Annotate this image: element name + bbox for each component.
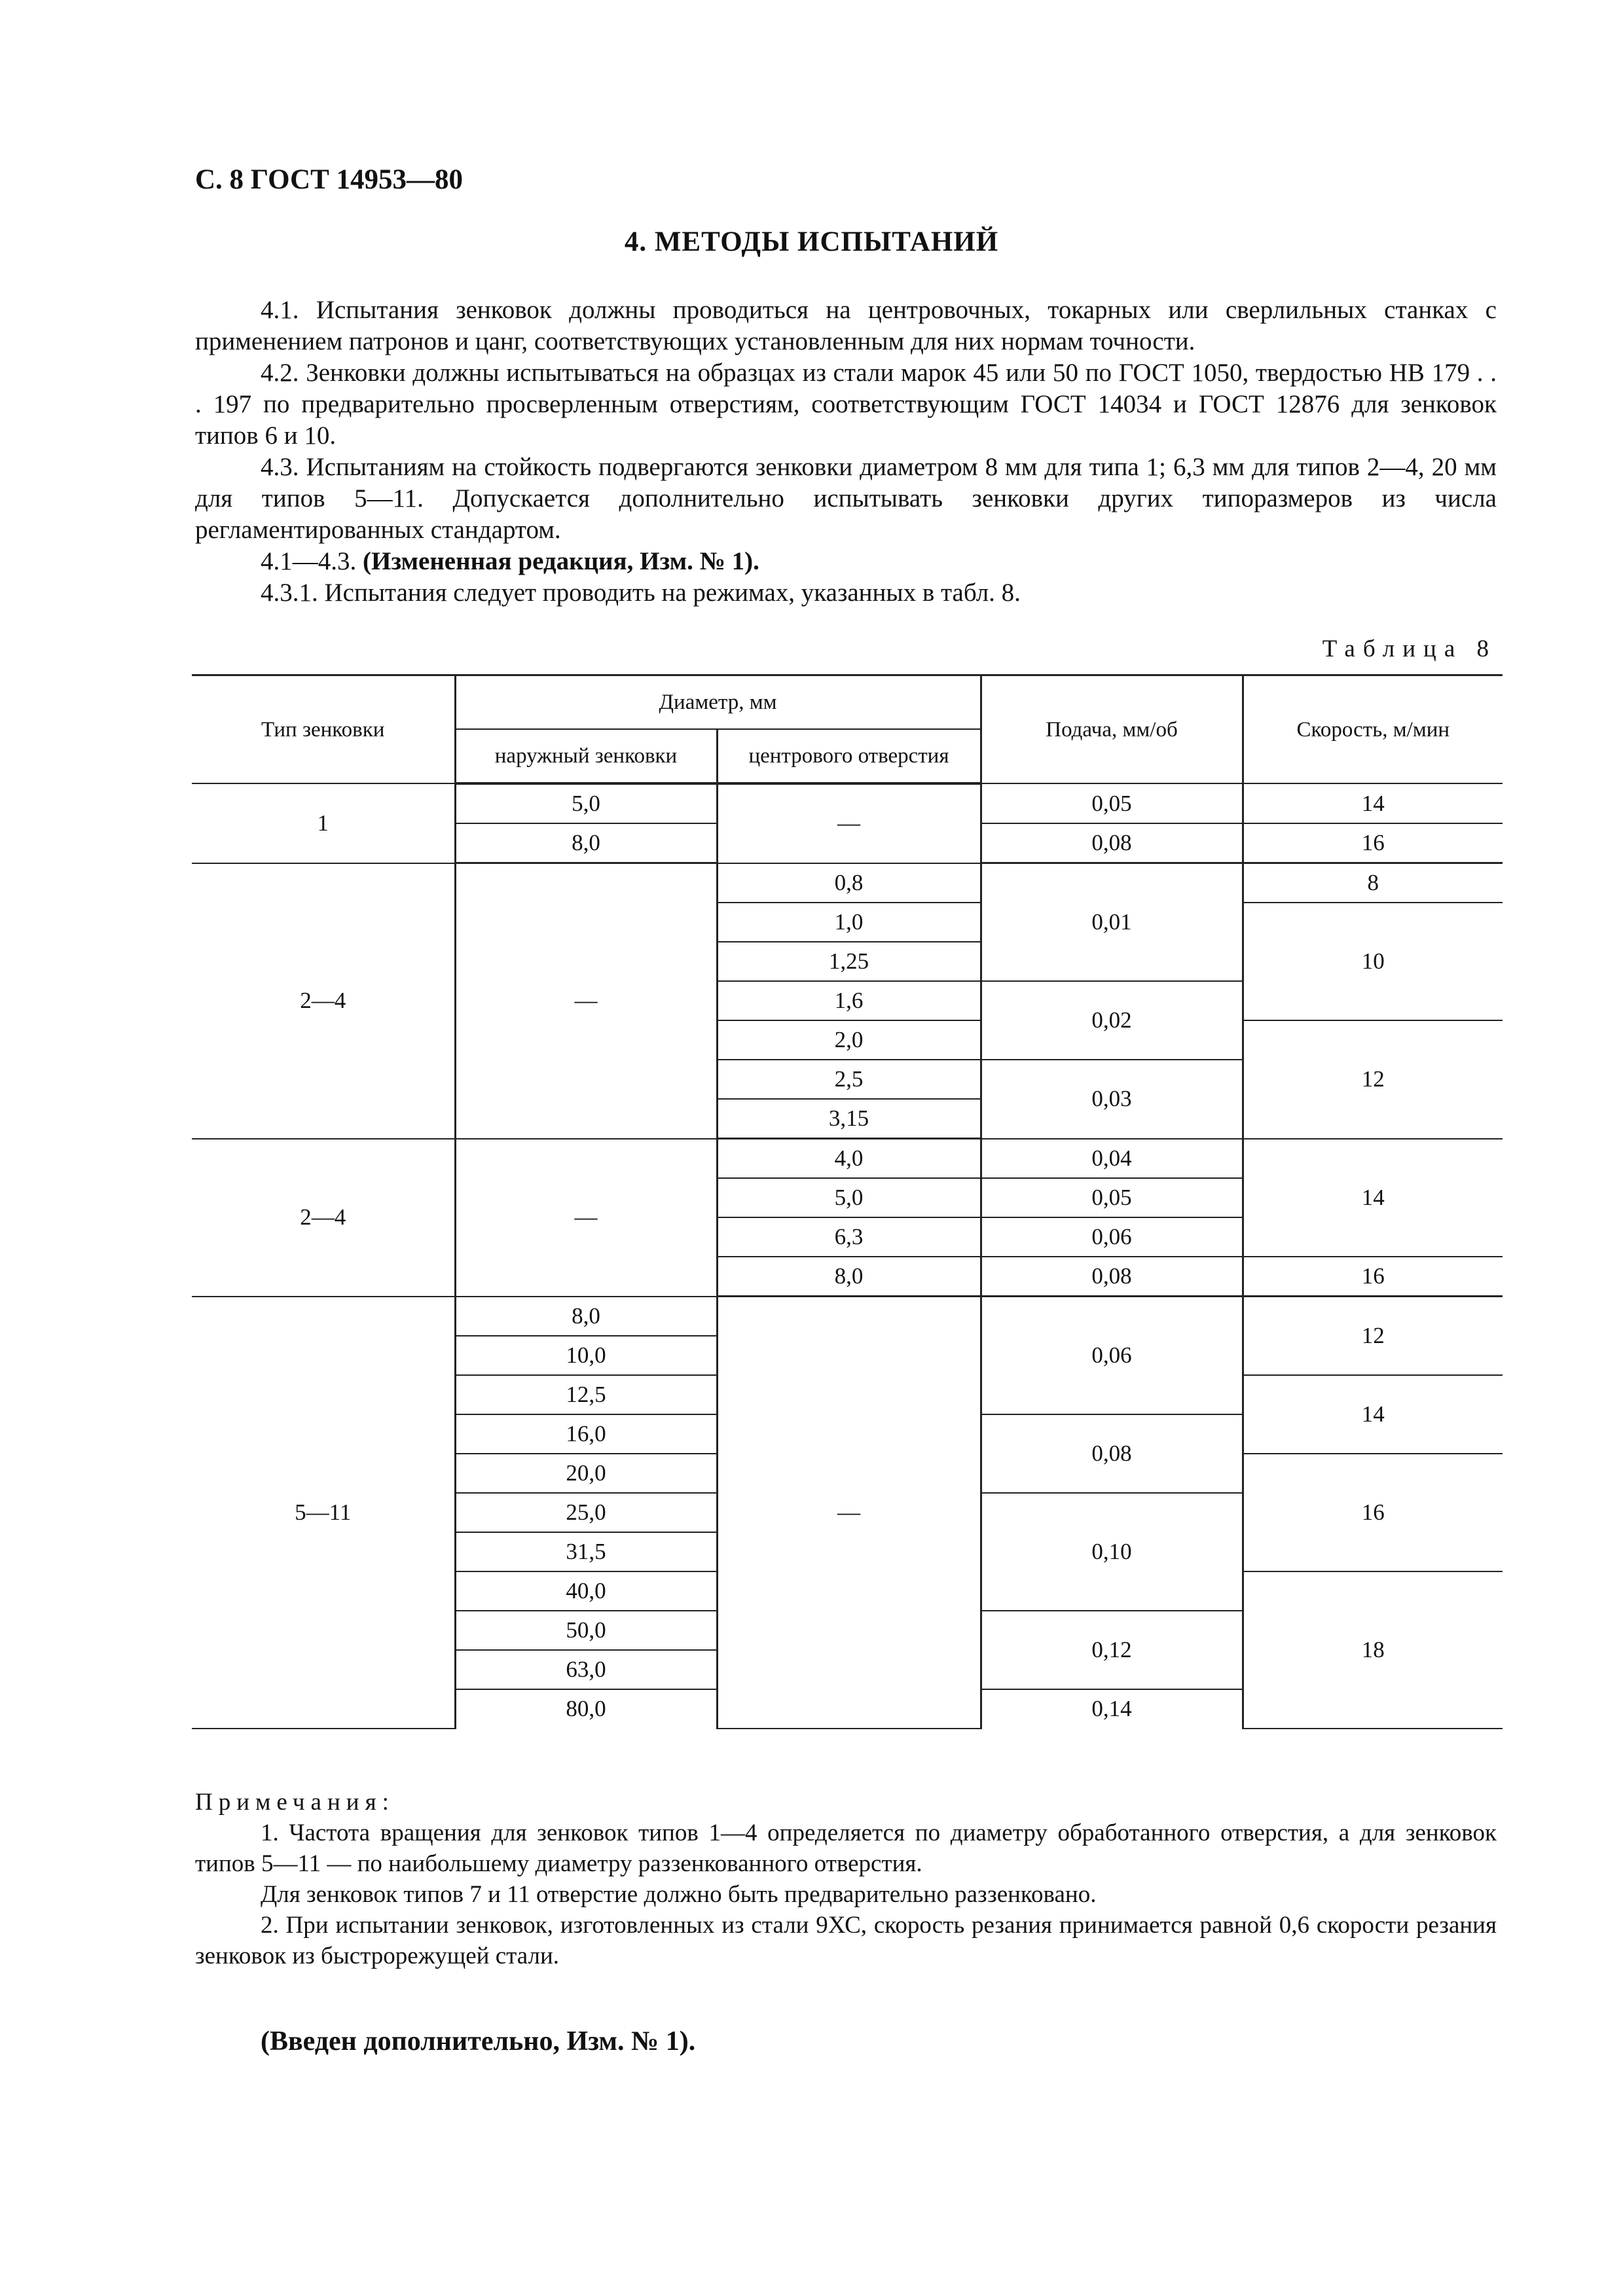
header-outer: наружный зенковки: [455, 729, 717, 783]
test-modes-table: [192, 674, 1503, 1729]
page-header: С. 8 ГОСТ 14953—80: [195, 164, 464, 195]
center-diameter-cell: 2,0: [717, 1020, 981, 1060]
feed-cell: 0,10: [981, 1493, 1243, 1611]
feed-cell: 0,02: [981, 981, 1243, 1060]
center-diameter-cell: 4,0: [717, 1139, 981, 1179]
feed-cell: 0,06: [981, 1217, 1243, 1257]
outer-diameter-cell: 80,0: [455, 1689, 717, 1729]
feed-cell: 0,12: [981, 1611, 1243, 1689]
speed-cell: 12: [1243, 1297, 1503, 1375]
speed-cell: 8: [1243, 863, 1503, 903]
amendment-ref: 4.1—4.3.: [261, 547, 357, 575]
type-cell: 1: [192, 783, 455, 863]
center-diameter-cell: 3,15: [717, 1099, 981, 1139]
type-cell: 5—11: [192, 1297, 455, 1729]
note-2: 2. При испытании зенковок, изготовленных из стали 9ХС, скорость резания принимается равной 0,6 скорости резания зенковок из быстрорежущей стали.: [195, 1912, 1497, 1969]
speed-cell: 16: [1243, 823, 1503, 863]
note-1-continued: Для зенковок типов 7 и 11 отверстие должно быть предварительно раззенковано.: [261, 1881, 1097, 1908]
outer-diameter-cell: 8,0: [455, 823, 717, 863]
speed-cell: 16: [1243, 1454, 1503, 1571]
notes-heading: Примечания:: [195, 1789, 395, 1816]
amendment-footer: (Введен дополнительно, Изм. № 1).: [261, 2026, 696, 2056]
center-diameter-cell: 1,25: [717, 942, 981, 981]
feed-cell: 0,08: [981, 1414, 1243, 1493]
feed-cell: 0,05: [981, 1178, 1243, 1217]
outer-diameter-cell: 50,0: [455, 1611, 717, 1650]
center-diameter-cell: —: [717, 783, 981, 863]
speed-cell: 14: [1243, 783, 1503, 823]
outer-diameter-cell: 31,5: [455, 1532, 717, 1571]
feed-cell: 0,03: [981, 1060, 1243, 1139]
center-diameter-cell: 6,3: [717, 1217, 981, 1257]
header-type: Тип зенковки: [192, 675, 455, 784]
center-diameter-cell: 8,0: [717, 1257, 981, 1297]
outer-diameter-cell: 20,0: [455, 1454, 717, 1493]
outer-diameter-cell: 8,0: [455, 1297, 717, 1336]
center-diameter-cell: 5,0: [717, 1178, 981, 1217]
outer-diameter-cell: 5,0: [455, 783, 717, 823]
speed-cell: 14: [1243, 1139, 1503, 1257]
paragraph-4-1: 4.1. Испытания зенковок должны проводиться на центровочных, токарных или сверлильных станках с применением патронов и цанг, соответствующих установленным для них нормам точности.: [195, 296, 1497, 355]
paragraph-4-1-4-3: [195, 546, 1497, 577]
center-diameter-cell: —: [717, 1297, 981, 1729]
section-body: [195, 295, 1497, 609]
header-diameter: Диаметр, мм: [455, 675, 981, 730]
center-diameter-cell: 2,5: [717, 1060, 981, 1099]
speed-cell: 10: [1243, 903, 1503, 1020]
outer-diameter-cell: 63,0: [455, 1650, 717, 1689]
outer-diameter-cell: —: [455, 1139, 717, 1297]
center-diameter-cell: 0,8: [717, 863, 981, 903]
table-caption: Таблица 8: [1322, 636, 1497, 662]
paragraph-4-3: 4.3. Испытаниям на стойкость подвергаются зенковки диаметром 8 мм для типа 1; 6,3 мм для типов 2—4, 20 мм для типов 5—11. Допускается дополнительно испытывать зенковки других типоразмеров из числа регламентированных стандартом.: [195, 453, 1497, 544]
outer-diameter-cell: 16,0: [455, 1414, 717, 1454]
outer-diameter-cell: 25,0: [455, 1493, 717, 1532]
header-feed: Подача, мм/об: [981, 675, 1243, 784]
center-diameter-cell: 1,0: [717, 903, 981, 942]
feed-cell: 0,08: [981, 823, 1243, 863]
feed-cell: 0,04: [981, 1139, 1243, 1179]
outer-diameter-cell: 12,5: [455, 1375, 717, 1414]
speed-cell: 14: [1243, 1375, 1503, 1454]
feed-cell: 0,05: [981, 783, 1243, 823]
center-diameter-cell: 1,6: [717, 981, 981, 1020]
feed-cell: 0,08: [981, 1257, 1243, 1297]
feed-cell: 0,06: [981, 1297, 1243, 1414]
type-cell: 2—4: [192, 1139, 455, 1297]
speed-cell: 12: [1243, 1020, 1503, 1139]
section-title: 4. МЕТОДЫ ИСПЫТАНИЙ: [624, 226, 999, 257]
header-center: центрового отверстия: [717, 729, 981, 783]
paragraph-4-2: 4.2. Зенковки должны испытываться на образцах из стали марок 45 или 50 по ГОСТ 1050, твердостью НВ 179 . . . 197 по предварительно просверленным отверстиям, соответствующим ГОСТ 14034 и ГОСТ 12876 для зенковок типов 6 и 10.: [195, 359, 1497, 450]
note-1: 1. Частота вращения для зенковок типов 1—4 определяется по диаметру обработанного отверстия, а для зенковок типов 5—11 — по наибольшему диаметру раззенкованного отверстия.: [195, 1820, 1497, 1877]
outer-diameter-cell: —: [455, 863, 717, 1139]
type-cell: 2—4: [192, 863, 455, 1139]
paragraph-4-3-1: 4.3.1. Испытания следует проводить на режимах, указанных в табл. 8.: [261, 579, 1021, 607]
header-speed: Скорость, м/мин: [1243, 675, 1503, 784]
outer-diameter-cell: 10,0: [455, 1336, 717, 1375]
feed-cell: 0,14: [981, 1689, 1243, 1729]
table-notes: [195, 1787, 1497, 1971]
speed-cell: 16: [1243, 1257, 1503, 1297]
outer-diameter-cell: 40,0: [455, 1571, 717, 1611]
speed-cell: 18: [1243, 1571, 1503, 1729]
feed-cell: 0,01: [981, 863, 1243, 982]
amendment-note: (Измененная редакция, Изм. № 1).: [363, 547, 759, 575]
